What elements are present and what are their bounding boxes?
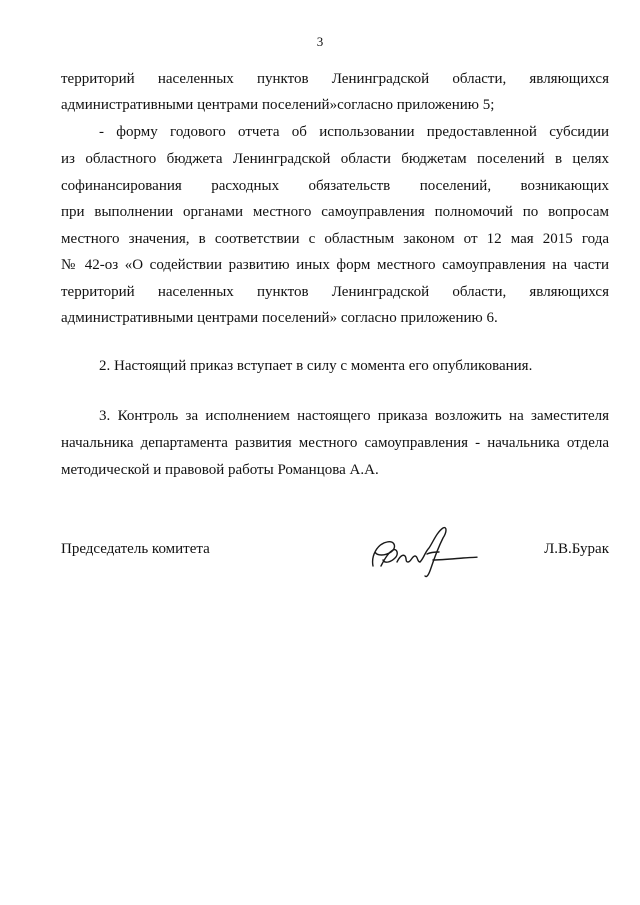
text-line: 2. Настоящий приказ вступает в силу с момента его опубликования.	[99, 358, 533, 374]
page-number: 3	[316, 34, 324, 49]
signature-block	[61, 536, 609, 586]
text-line: 3. Контроль за исполнением настоящего приказа возложить на заместителя	[99, 408, 609, 424]
text-line: административными центрами поселений»согласно приложению 5;	[61, 97, 495, 113]
text-line: начальника департамента развития местного самоуправления - начальника отдела	[61, 435, 609, 451]
signer-title: Председатель комитета	[61, 541, 210, 557]
text-line: территорий населенных пунктов Ленинградской области, являющихся	[61, 284, 609, 300]
text-line: местного значения, в соответствии с областным законом от 12 мая 2015 года	[61, 231, 609, 247]
text-line: административными центрами поселений» согласно приложению 6.	[61, 310, 498, 326]
text-line: № 42-оз «О содействии развитию иных форм местного самоуправления на части	[61, 257, 609, 273]
text-line: методической и правовой работы Романцова А.А.	[61, 462, 379, 478]
text-line: территорий населенных пунктов Ленинградской области, являющихся	[61, 71, 609, 87]
text-line: при выполнении органами местного самоуправления полномочий по вопросам	[61, 204, 609, 220]
signer-name: Л.В.Бурак	[544, 541, 609, 557]
text-line: софинансирования расходных обязательств поселений, возникающих	[61, 178, 609, 194]
text-line: - форму годового отчета об использовании предоставленной субсидии	[99, 124, 609, 140]
text-line: из областного бюджета Ленинградской области бюджетам поселений в целях	[61, 151, 609, 167]
handwritten-signature-icon	[367, 522, 479, 580]
